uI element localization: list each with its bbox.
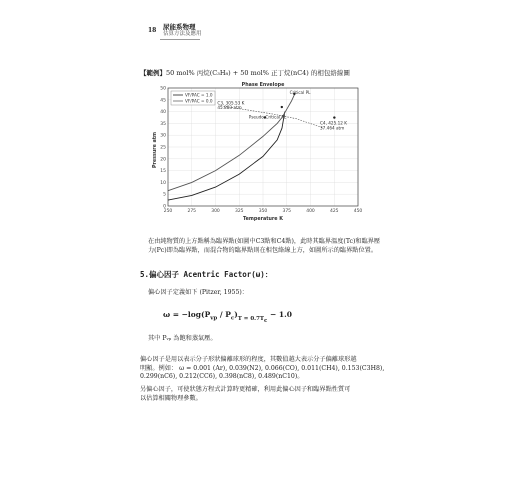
- example-heading: [140, 69, 350, 77]
- eq-tail: − 1.0: [267, 310, 292, 319]
- example-text: 50 mol% 丙烷(C₃H₈) + 50 mol% 正丁烷(nC4) 的相包絡線圖: [166, 69, 350, 77]
- x-tick-label: 350: [258, 209, 268, 214]
- eq-lhs: ω = −log(P: [163, 310, 211, 319]
- y-tick-label: 10: [160, 180, 166, 186]
- eq-sub: T = 0.7T: [237, 315, 264, 322]
- paragraph-1-line: 在由純物質的上方點稱為臨界點(如圖中C3點和C4點)，此時其臨界溫度(Tc)和臨界壓: [148, 238, 381, 245]
- critical-point-marker: [333, 116, 335, 118]
- y-tick-label: 35: [160, 121, 166, 127]
- eq-rhs: ): [234, 310, 238, 319]
- chart-annotation: Critical PL: [289, 89, 311, 95]
- book-title: 尿能系物理: [163, 23, 196, 31]
- header-rule: [160, 39, 200, 40]
- eq-subc: c: [264, 317, 268, 324]
- phase-envelope-chart: [150, 80, 370, 222]
- chart-title: Phase Envelope: [241, 83, 285, 88]
- y-tick-label: 15: [160, 169, 166, 175]
- x-tick-label: 375: [282, 209, 292, 214]
- y-tick-label: 40: [160, 110, 166, 116]
- y-tick-label: 25: [160, 145, 166, 151]
- section-heading: 5.偏心因子 Acentric Factor(ω)：: [140, 270, 273, 279]
- x-tick-label: 450: [353, 209, 363, 214]
- x-tick-label: 325: [234, 209, 244, 214]
- x-tick-label: 400: [306, 209, 315, 214]
- y-tick-label: 20: [160, 157, 166, 163]
- critical-point-marker: [281, 106, 283, 108]
- book-subtitle: 估算方法及應用: [163, 31, 202, 37]
- paragraph-5-line: 另偏心因子，可使狀態方程式計算時更精確，利用此偏心因子和臨界點性質可: [140, 386, 351, 393]
- x-axis-label: Temperature K: [243, 217, 283, 222]
- page-number: 18: [148, 27, 157, 34]
- legend-entry-1: VF/PAC = 1.0: [185, 92, 213, 98]
- chart-annotation: Pseudo-Critical PL: [248, 114, 287, 120]
- paragraph-1-line: 力(Pc)即為臨界點，而混合物的臨界點則在相包絡線上方，如圖所示的臨界點位置。: [148, 246, 378, 254]
- y-tick-label: 30: [160, 133, 166, 139]
- x-tick-label: 425: [329, 209, 339, 214]
- chart-annotation: 37.464 atm: [320, 125, 345, 131]
- chart-annotation: C4, 425.12 K: [320, 120, 347, 126]
- y-tick-label: 45: [160, 98, 166, 104]
- x-tick-label: 275: [187, 209, 197, 214]
- paragraph-5: [140, 386, 350, 403]
- y-tick-label: 0: [163, 204, 166, 210]
- paragraph-4-line: 偏心因子是用以表示分子形狀偏離球形的程度，其數值越大表示分子偏離球形越: [140, 356, 357, 363]
- paragraph-3: 其中 Pᵥₚ 為飽和蒸氣壓。: [148, 335, 217, 342]
- y-axis-label: Pressure atm: [153, 131, 158, 169]
- eq-mid: / P: [217, 310, 231, 319]
- paragraph-4-line: 明顯。例如： ω = 0.001 (Ar), 0.039(N2), 0.066(CO), 0.011(CH4), 0.153(C3H8),: [140, 364, 385, 372]
- paragraph-5-line: 以估算相關物理參數。: [140, 394, 202, 402]
- paragraph-1: [148, 238, 380, 255]
- paragraph-4-line: 0.299(nC6), 0.212(CC6), 0.398(nC8), 0.489(nC10)。: [140, 373, 304, 380]
- acentric-equation: [163, 310, 292, 324]
- y-tick-label: 50: [160, 86, 166, 92]
- eq-c: c: [230, 315, 235, 322]
- chart-annotation: C3, 305.53 K: [217, 100, 245, 106]
- y-tick-label: 5: [163, 192, 166, 198]
- x-tick-label: 250: [163, 209, 173, 214]
- paragraph-2: 偏心因子定義如下 (Pitzer, 1955)：: [148, 289, 248, 296]
- example-tag: 【範例】: [140, 69, 166, 77]
- paragraph-4: [140, 356, 384, 382]
- eq-vp: vp: [210, 315, 218, 322]
- chart-annotation: 45.883 atm: [217, 105, 242, 111]
- x-tick-label: 300: [211, 209, 220, 214]
- legend-entry-2: VF/PAC = 0.0: [185, 98, 213, 104]
- chart-legend: [171, 91, 215, 105]
